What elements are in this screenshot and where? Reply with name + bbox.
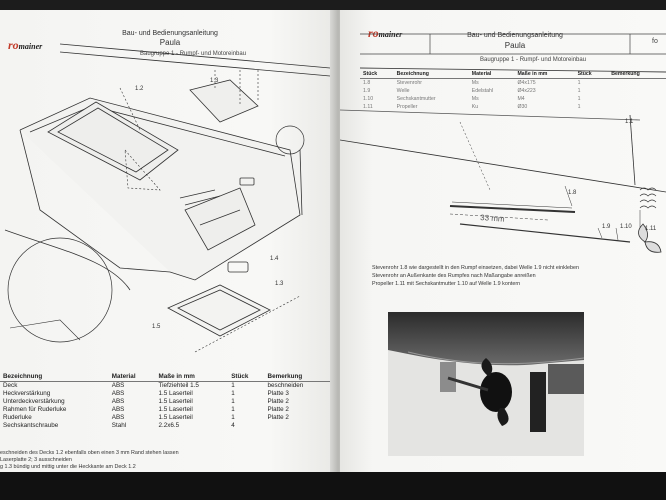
header-title-top: Bau- und Bedienungsanleitung [467,32,563,39]
label-1-2: 1.2 [135,86,144,92]
label-dimension: 33 mm [479,213,505,224]
bottom-shadow [0,472,666,500]
right-parts-table: Stück Bezeichnung Material Maße in mm Stück Bemerkung 1.8 Stevenrohr Ms Ø4x175 1 1.9 Welle Edelstahl Ø4x223 1 1.10 Sechskantmutter Ms M4 1 1.11 Propeller Ku Ø30 1 [360,70,666,111]
header-title: Paula [159,38,181,47]
table-row: Heckverstärkung ABS 1.5 Laserteil 1 Platte 3 [3,390,289,397]
table-row: Deck ABS Tiefziehteil 1.5 1 beschneiden [3,382,304,389]
header-section: Baugruppe 1 - Rumpf- und Motoreinbau [140,51,247,57]
table-row: 1.11 Propeller Ku Ø30 1 [363,104,581,110]
label-shaft: 1.9 [602,224,611,230]
logo-main: ro [8,38,19,52]
left-parts-table [0,372,330,430]
label-nut: 1.10 [620,224,632,230]
header-title: Paula [504,41,526,50]
left-note-3: g 1.3 bündig und mittig unter die Heckkante am Deck 1.2 [0,464,136,470]
table-row: Ruderluke ABS 1.5 Laserteil 1 Platte 2 [3,414,289,421]
label-tube: 1.8 [568,190,577,196]
table-row: 1.9 Welle Edelstahl Ø4x223 1 [363,88,581,94]
propeller-photo [388,312,584,456]
left-note-2: Laserplatte 2; 3 ausschneiden [0,457,72,463]
label-1-3a: 1.3 [210,78,219,84]
table-row: Sechskantschraube Stahl 2.2x6.5 4 [3,422,235,429]
deck-exploded-drawing [0,10,336,380]
left-page [0,10,336,472]
right-note-1: Stevenrohr 1.8 wie dargestellt in den Rumpf einsetzen, dabei Welle 1.9 nicht einkleben [372,265,579,271]
left-note-1: eschneiden des Decks 1.2 ebenfalls oben einen 3 mm Rand stehen lassen [0,450,179,456]
logo-sub: mainer [18,42,43,51]
col-masse: Maße in mm [156,372,229,382]
label-1-4: 1.4 [270,256,279,262]
logo-main: ro [368,26,379,40]
propeller-photo-art [388,312,584,456]
table-row: 1.8 Stevenrohr Ms Ø4x175 1 [363,80,581,86]
right-note-2: Stevenrohr an Außenkante des Rumpfes nach Maßangabe anreißen [372,273,536,279]
label-prop: 1.11 [645,226,657,232]
header-title-top: Bau- und Bedienungsanleitung [122,30,218,37]
right-note-3: Propeller 1.11 mit Sechskantmutter 1.10 auf Welle 1.9 kontern [372,281,521,287]
label-1-3b: 1.3 [275,281,284,287]
col-bemerkung: Bemerkung [265,372,330,382]
table-row: 1.10 Sechskantmutter Ms M4 1 [363,96,581,102]
col-stueck: Stück [228,372,264,382]
page-number: fo [652,38,658,45]
table-row: Rahmen für Ruderluke ABS 1.5 Laserteil 1 Platte 2 [3,406,289,413]
header-section: Baugruppe 1 - Rumpf- und Motoreinbau [480,57,587,63]
label-1-5: 1.5 [152,324,161,330]
table-row: Unterdeckverstärkung ABS 1.5 Laserteil 1 Platte 2 [3,398,289,405]
col-material: Material [109,372,156,382]
label-hull: 1.1 [625,119,634,125]
col-bezeichnung: Bezeichnung [0,372,109,382]
logo-sub: mainer [378,30,403,39]
